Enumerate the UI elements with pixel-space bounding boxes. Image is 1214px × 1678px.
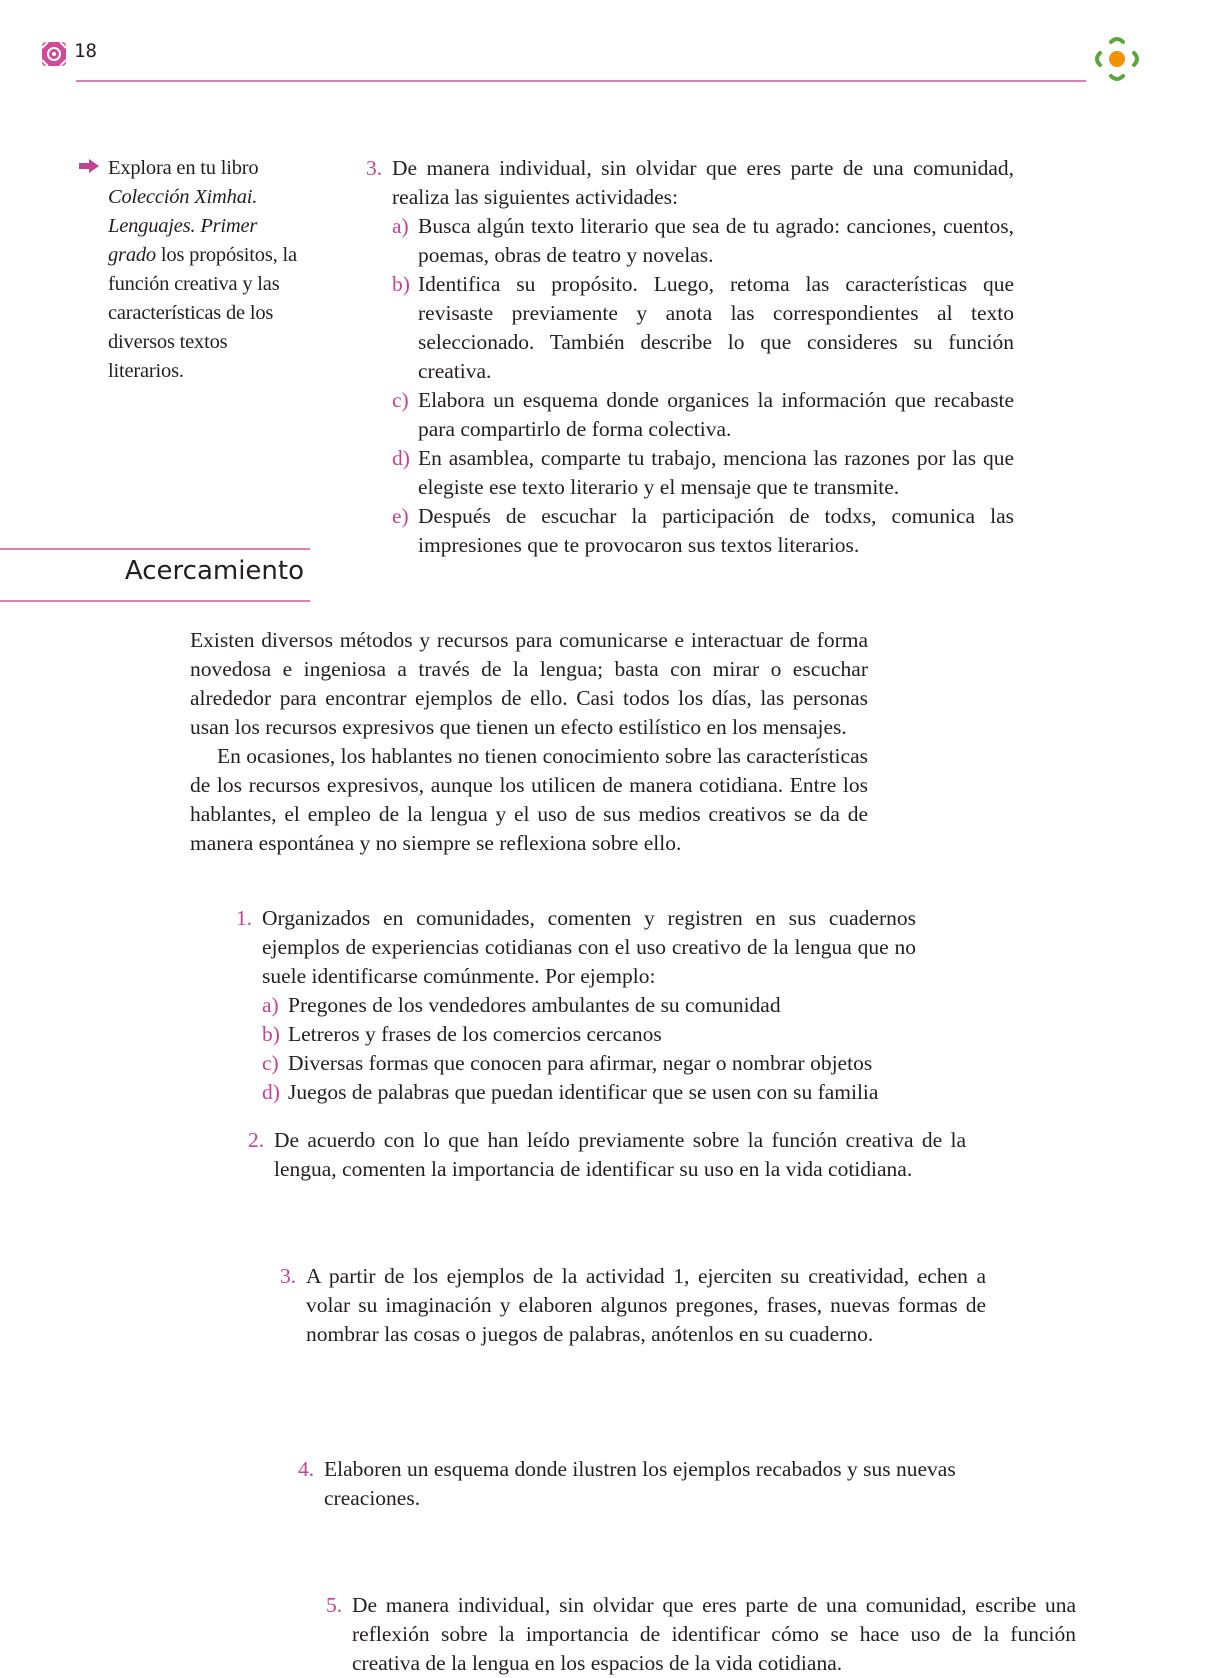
side-note-text-continued: los propósitos, la función creativa y las características de los diversos textos literarios.: [108, 244, 297, 382]
list-item: a) Pregones de los vendedores ambulantes de su comunidad: [262, 993, 781, 1017]
activity-number: 3.: [366, 156, 383, 180]
section-heading-box: [0, 548, 310, 602]
activity-4: [298, 1455, 964, 1513]
side-note-book-title: Colección Ximhai. Lenguajes. Primer grado: [108, 186, 258, 266]
intro-paragraph: Existen diversos métodos y recursos para comunicarse e interactuar de forma novedosa e ingeniosa a través de la lengua; basta con mirar o escuchar alrededor para encontrar ejemplos de ello. Casi todos los días, las personas usan los recursos expresivos que tienen un efecto estilístico en los mensajes.: [190, 628, 868, 739]
activity-number: 1.: [236, 906, 253, 930]
activity-number: 5.: [326, 1593, 343, 1617]
list-item: c) Diversas formas que conocen para afirmar, negar o nombrar objetos: [262, 1051, 873, 1075]
list-item: e) Después de escuchar la participación de todxs, comunica las impresiones que te provocaron sus textos literarios.: [392, 504, 1014, 557]
activity-number: 3.: [280, 1264, 297, 1288]
activity-text: A partir de los ejemplos de la actividad 1, ejerciten su creatividad, echen a volar su imaginación y elaboren algunos pregones, frases, nuevas formas de nombrar las cosas o juegos de palabras, anótenlos en su cuaderno.: [306, 1264, 986, 1346]
intro-text: [190, 626, 868, 858]
activity-number: 2.: [248, 1128, 265, 1152]
activity-1: [236, 904, 916, 1107]
list-item: c) Elabora un esquema donde organices la información que recabaste para compartirlo de forma colectiva.: [392, 388, 1014, 441]
activity-text: Organizados en comunidades, comenten y registren en sus cuadernos ejemplos de experiencias cotidianas con el uso creativo de la lengua que no suele identificarse comúnmente. Por ejemplo:: [262, 906, 916, 988]
activity-text: De acuerdo con lo que han leído previamente sobre la función creativa de la lengua, comenten la importancia de identificar su uso en la vida cotidiana.: [274, 1128, 966, 1181]
list-item: a) Busca algún texto literario que sea de tu agrado: canciones, cuentos, poemas, obras de teatro y novelas.: [392, 214, 1014, 267]
activity-5: [326, 1591, 1076, 1678]
side-note: [108, 154, 308, 386]
page-number: 18: [74, 40, 97, 62]
series-logo-icon: [1092, 34, 1142, 84]
activity-sub-list: [236, 991, 916, 1107]
activity-top: [366, 154, 1014, 560]
activity-text: Elaboren un esquema donde ilustren los ejemplos recabados y sus nuevas creaciones.: [324, 1457, 956, 1510]
side-note-text: Explora en tu libro: [108, 157, 259, 179]
activity-3: [280, 1262, 986, 1349]
activity-number: 4.: [298, 1457, 315, 1481]
activity-text: De manera individual, sin olvidar que eres parte de una comunidad, escribe una reflexión sobre la importancia de identificar cómo se hace uso de la función creativa de la lengua en los espacios de la vida cotidiana.: [352, 1593, 1076, 1675]
section-title: Acercamiento: [124, 556, 304, 586]
list-item: d) Juegos de palabras que puedan identificar que se usen con su familia: [262, 1080, 879, 1104]
page-header: [0, 0, 1214, 90]
list-item: d) En asamblea, comparte tu trabajo, menciona las razones por las que elegiste ese texto literario y el mensaje que te transmite.: [392, 446, 1014, 499]
intro-paragraph: En ocasiones, los hablantes no tienen conocimiento sobre las características de los recursos expresivos, aunque los utilicen de manera cotidiana. Entre los hablantes, el empleo de la lengua y el uso de sus medios creativos se da de manera espontánea y no siempre se reflexiona sobre ello.: [190, 744, 868, 855]
header-rule: [76, 80, 1086, 82]
list-item: b) Identifica su propósito. Luego, retoma las características que revisaste previamente y anota las correspondientes al texto seleccionado. También describe lo que consideres su función creativa.: [392, 272, 1014, 383]
arrow-right-icon: [78, 158, 100, 174]
activity-sub-list: [366, 212, 1014, 560]
activity-text: De manera individual, sin olvidar que eres parte de una comunidad, realiza las siguientes actividades:: [392, 156, 1014, 209]
decorative-ornament-icon: [40, 40, 68, 68]
activity-2: [248, 1126, 966, 1184]
list-item: b) Letreros y frases de los comercios cercanos: [262, 1022, 662, 1046]
